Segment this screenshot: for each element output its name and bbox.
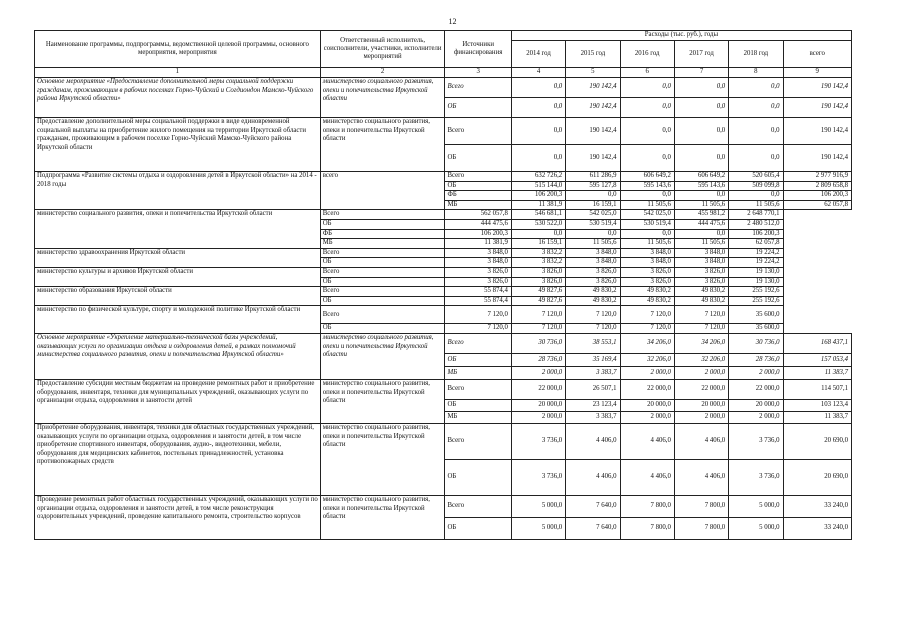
value-cell: 606 649,2: [620, 172, 674, 182]
value-cell: 3 826,0: [566, 267, 620, 277]
value-cell: 2 000,0: [674, 366, 728, 379]
total-cell: 190 142,4: [783, 98, 851, 118]
value-cell: 11 505,6: [729, 200, 783, 210]
value-cell: 4 406,0: [674, 423, 728, 459]
total-cell: 190 142,4: [783, 145, 851, 172]
value-cell: 34 206,0: [674, 333, 728, 353]
value-cell: 3 848,0: [620, 248, 674, 258]
value-cell: 22 000,0: [511, 379, 565, 399]
value-cell: 7 800,0: [674, 517, 728, 539]
item-name-cell: Основное мероприятие «Укрепление материально-технической базы учреждений, оказывающих услуги по организации отдыха и оздоровления детей, в рамках полномочий министерства социального развития, опеки и попечительства Иркутской области»: [35, 333, 321, 379]
value-cell: 3 848,0: [566, 258, 620, 268]
total-cell: 19 224,2: [729, 258, 783, 268]
col-number: 8: [729, 68, 783, 78]
source-cell: ОБ: [320, 296, 445, 306]
table-row: [35, 495, 852, 517]
value-cell: 0,0: [620, 98, 674, 118]
header-source: Источники финансирования: [445, 31, 511, 68]
value-cell: 7 800,0: [620, 495, 674, 517]
value-cell: 3 826,0: [445, 267, 511, 277]
value-cell: 7 800,0: [620, 517, 674, 539]
value-cell: 7 120,0: [620, 306, 674, 324]
source-cell: ОБ: [320, 219, 445, 229]
table-row: [35, 423, 852, 459]
table-row: [35, 248, 852, 258]
total-cell: 106 200,3: [783, 191, 851, 201]
value-cell: 7 800,0: [674, 495, 728, 517]
value-cell: 49 830,2: [620, 296, 674, 306]
header-total: всего: [783, 41, 851, 68]
total-cell: 20 690,0: [783, 459, 851, 495]
value-cell: 0,0: [620, 118, 674, 145]
total-cell: 103 123,4: [783, 399, 851, 411]
value-cell: 595 127,8: [566, 181, 620, 191]
value-cell: 26 507,1: [566, 379, 620, 399]
value-cell: 4 406,0: [620, 459, 674, 495]
value-cell: 22 000,0: [729, 379, 783, 399]
value-cell: 444 475,6: [445, 219, 511, 229]
value-cell: 5 000,0: [511, 495, 565, 517]
responsible-cell: министерство культуры и архивов Иркутской области: [35, 267, 321, 286]
value-cell: 0,0: [674, 118, 728, 145]
value-cell: 3 848,0: [674, 248, 728, 258]
item-name-cell: Проведение ремонтных работ областных государственных учреждений, оказывающих услуги по организации отдыха, оздоровления и занятости детей, в том числе реконструкция оздоровительных учреждений, проведение капитального ремонта, строительство корпусов: [35, 495, 321, 539]
value-cell: 2 000,0: [620, 411, 674, 423]
value-cell: 190 142,4: [566, 98, 620, 118]
value-cell: 11 505,6: [620, 239, 674, 249]
source-cell: Всего: [320, 287, 445, 297]
value-cell: 2 000,0: [729, 411, 783, 423]
value-cell: 595 143,6: [620, 181, 674, 191]
value-cell: 3 383,7: [566, 366, 620, 379]
value-cell: 4 406,0: [566, 423, 620, 459]
value-cell: 49 830,2: [674, 296, 728, 306]
value-cell: 3 848,0: [674, 258, 728, 268]
value-cell: 542 025,0: [566, 210, 620, 220]
value-cell: 509 099,8: [729, 181, 783, 191]
total-cell: 2 648 770,1: [729, 210, 783, 220]
total-cell: 19 130,0: [729, 277, 783, 287]
value-cell: 11 505,6: [566, 239, 620, 249]
value-cell: 7 640,0: [566, 517, 620, 539]
source-cell: Всего: [445, 333, 511, 353]
source-cell: Всего: [445, 172, 511, 182]
header-year: 2017 год: [674, 41, 728, 68]
total-cell: 168 437,1: [783, 333, 851, 353]
value-cell: 7 120,0: [566, 324, 620, 334]
source-cell: ОБ: [445, 145, 511, 172]
value-cell: 595 143,6: [674, 181, 728, 191]
col-number: 4: [511, 68, 565, 78]
value-cell: 3 848,0: [445, 258, 511, 268]
value-cell: 455 981,2: [674, 210, 728, 220]
value-cell: 0,0: [729, 191, 783, 201]
value-cell: 35 169,4: [566, 353, 620, 366]
value-cell: 0,0: [674, 98, 728, 118]
value-cell: 20 000,0: [511, 399, 565, 411]
total-cell: 2 977 916,9: [783, 172, 851, 182]
value-cell: 3 736,0: [511, 459, 565, 495]
value-cell: 5 000,0: [729, 517, 783, 539]
total-cell: 19 224,2: [729, 248, 783, 258]
value-cell: 7 120,0: [620, 324, 674, 334]
value-cell: 11 505,6: [674, 200, 728, 210]
value-cell: 4 406,0: [620, 423, 674, 459]
table-row: [35, 379, 852, 399]
col-number: 2: [320, 68, 445, 78]
value-cell: 28 736,0: [729, 353, 783, 366]
value-cell: 22 000,0: [620, 379, 674, 399]
total-cell: 114 507,1: [783, 379, 851, 399]
source-cell: МБ: [445, 200, 511, 210]
source-cell: Всего: [445, 379, 511, 399]
value-cell: 3 736,0: [511, 423, 565, 459]
responsible-cell: министерство по физической культуре, спорту и молодежной политике Иркутской области: [35, 306, 321, 334]
total-cell: 190 142,4: [783, 78, 851, 98]
item-name-cell: Приобретение оборудования, инвентаря, техники для областных государственных учреждений, оказывающих услуги по организации отдыха, оздоровления и занятости детей, в том числе приобретение спортивного инвентаря, оборудования, аудио-, видеотехники, мебели, оборудования для медицинских кабинетов, постельных принадлежностей, установка противопожарных средств: [35, 423, 321, 495]
value-cell: 3 826,0: [620, 267, 674, 277]
value-cell: 11 505,6: [674, 239, 728, 249]
value-cell: 515 144,0: [511, 181, 565, 191]
responsible-cell: министерство образования Иркутской области: [35, 287, 321, 306]
value-cell: 7 120,0: [511, 306, 565, 324]
source-cell: Всего: [320, 267, 445, 277]
col-number: 9: [783, 68, 851, 78]
value-cell: 106 200,3: [445, 229, 511, 239]
value-cell: 7 120,0: [674, 306, 728, 324]
value-cell: 0,0: [511, 145, 565, 172]
value-cell: 49 830,2: [620, 287, 674, 297]
header-responsible: Ответственный исполнитель, соисполнители, участники, исполнители мероприятий: [320, 31, 445, 68]
source-cell: ОБ: [445, 181, 511, 191]
value-cell: 7 120,0: [511, 324, 565, 334]
value-cell: 0,0: [729, 145, 783, 172]
value-cell: 606 649,2: [674, 172, 728, 182]
item-name-cell: Предоставление дополнительной меры социальной поддержки в виде единовременной социальной выплаты на приобретение жилого помещения на территории Иркутской области гражданам, проживающим в рабочем поселке Горно-Чуйский Мамско-Чуйского района Иркутской области: [35, 118, 321, 172]
table-row: [35, 333, 852, 353]
value-cell: 3 383,7: [566, 411, 620, 423]
value-cell: 190 142,4: [566, 145, 620, 172]
value-cell: 3 826,0: [445, 277, 511, 287]
source-cell: ОБ: [320, 277, 445, 287]
header-name: Наименование программы, подпрограммы, ведомственной целевой программы, основного мероприятия, мероприятия: [35, 31, 321, 68]
value-cell: 49 830,2: [674, 287, 728, 297]
source-cell: Всего: [320, 306, 445, 324]
source-cell: Всего: [320, 210, 445, 220]
value-cell: 542 025,0: [620, 210, 674, 220]
responsible-cell: министерство социального развития, опеки и попечительства Иркутской области: [35, 210, 321, 248]
responsible-cell: министерство социального развития, опеки и попечительства Иркутской области: [320, 333, 445, 379]
source-cell: ФБ: [445, 191, 511, 201]
value-cell: 190 142,4: [566, 118, 620, 145]
value-cell: 3 736,0: [729, 459, 783, 495]
source-cell: ОБ: [445, 517, 511, 539]
value-cell: 520 605,4: [729, 172, 783, 182]
value-cell: 30 736,0: [729, 333, 783, 353]
value-cell: 3 848,0: [620, 258, 674, 268]
value-cell: 3 832,2: [511, 258, 565, 268]
value-cell: 2 000,0: [620, 366, 674, 379]
responsible-cell: всего: [320, 172, 445, 210]
source-cell: Всего: [445, 118, 511, 145]
source-cell: ОБ: [320, 324, 445, 334]
responsible-cell: министерство социального развития, опеки и попечительства Иркутской области: [320, 379, 445, 423]
value-cell: 7 120,0: [445, 324, 511, 334]
total-cell: 157 053,4: [783, 353, 851, 366]
value-cell: 632 726,2: [511, 172, 565, 182]
source-cell: ОБ: [445, 353, 511, 366]
value-cell: 11 505,6: [620, 200, 674, 210]
col-number: 7: [674, 68, 728, 78]
value-cell: 0,0: [620, 191, 674, 201]
table-body: [35, 78, 852, 540]
value-cell: 7 640,0: [566, 495, 620, 517]
source-cell: Всего: [445, 495, 511, 517]
responsible-cell: министерство социального развития, опеки и попечительства Иркутской области: [320, 495, 445, 539]
source-cell: ОБ: [445, 459, 511, 495]
total-cell: 11 383,7: [783, 411, 851, 423]
value-cell: 38 553,1: [566, 333, 620, 353]
value-cell: 30 736,0: [511, 333, 565, 353]
item-name-cell: Подпрограмма «Развитие системы отдыха и оздоровления детей в Иркутской области» на 2014 - 2018 годы: [35, 172, 321, 210]
value-cell: 0,0: [511, 78, 565, 98]
responsible-cell: министерство социального развития, опеки и попечительства Иркутской области: [320, 78, 445, 118]
table-row: [35, 267, 852, 277]
value-cell: 0,0: [674, 229, 728, 239]
header-year: 2014 год: [511, 41, 565, 68]
value-cell: 2 000,0: [511, 366, 565, 379]
value-cell: 5 000,0: [511, 517, 565, 539]
value-cell: 16 159,1: [511, 239, 565, 249]
value-cell: 55 874,4: [445, 287, 511, 297]
value-cell: 611 286,9: [566, 172, 620, 182]
total-cell: 62 057,8: [729, 239, 783, 249]
responsible-cell: министерство социального развития, опеки и попечительства Иркутской области: [320, 118, 445, 172]
value-cell: 4 406,0: [566, 459, 620, 495]
total-cell: 2 809 658,8: [783, 181, 851, 191]
value-cell: 0,0: [620, 229, 674, 239]
value-cell: 530 522,0: [511, 219, 565, 229]
source-cell: ФБ: [320, 229, 445, 239]
value-cell: 0,0: [566, 229, 620, 239]
value-cell: 2 000,0: [674, 411, 728, 423]
col-number: 5: [566, 68, 620, 78]
col-number: 3: [445, 68, 511, 78]
value-cell: 444 475,6: [674, 219, 728, 229]
value-cell: 16 159,1: [566, 200, 620, 210]
total-cell: 106 200,3: [729, 229, 783, 239]
source-cell: Всего: [445, 423, 511, 459]
value-cell: 11 381,9: [511, 200, 565, 210]
source-cell: Всего: [445, 78, 511, 98]
col-number: 1: [35, 68, 321, 78]
value-cell: 106 200,3: [511, 191, 565, 201]
total-cell: 19 130,0: [729, 267, 783, 277]
value-cell: 0,0: [620, 145, 674, 172]
source-cell: МБ: [320, 239, 445, 249]
value-cell: 7 120,0: [566, 306, 620, 324]
value-cell: 3 848,0: [445, 248, 511, 258]
value-cell: 2 000,0: [729, 366, 783, 379]
value-cell: 49 830,2: [566, 287, 620, 297]
value-cell: 546 681,1: [511, 210, 565, 220]
header-year: 2018 год: [729, 41, 783, 68]
total-cell: 11 383,7: [783, 366, 851, 379]
value-cell: 32 206,0: [620, 353, 674, 366]
source-cell: Всего: [320, 248, 445, 258]
source-cell: ОБ: [445, 98, 511, 118]
value-cell: 34 206,0: [620, 333, 674, 353]
table-row: [35, 287, 852, 297]
value-cell: 7 120,0: [674, 324, 728, 334]
item-name-cell: Основное мероприятие «Предоставление дополнительной меры социальной поддержки гражданам, проживающим в рабочих поселках Горно-Чуйский и Согдиондон Мамско-Чуйского района Иркутской области»: [35, 78, 321, 118]
page-number: 12: [448, 17, 457, 26]
header-expenses: Расходы (тыс. руб.), годы: [511, 31, 851, 41]
value-cell: 3 826,0: [566, 277, 620, 287]
value-cell: 49 830,2: [566, 296, 620, 306]
value-cell: 0,0: [620, 78, 674, 98]
header-year: 2015 год: [566, 41, 620, 68]
value-cell: 20 000,0: [674, 399, 728, 411]
value-cell: 3 832,2: [511, 248, 565, 258]
value-cell: 49 827,6: [511, 296, 565, 306]
table-row: [35, 306, 852, 324]
value-cell: 530 519,4: [620, 219, 674, 229]
table-row: [35, 118, 852, 145]
value-cell: 23 123,4: [566, 399, 620, 411]
value-cell: 0,0: [729, 78, 783, 98]
value-cell: 0,0: [729, 98, 783, 118]
value-cell: 0,0: [674, 145, 728, 172]
total-cell: 35 600,0: [729, 306, 783, 324]
value-cell: 20 000,0: [729, 399, 783, 411]
value-cell: 3 826,0: [674, 277, 728, 287]
table-row: [35, 78, 852, 98]
value-cell: 32 206,0: [674, 353, 728, 366]
total-cell: 190 142,4: [783, 118, 851, 145]
total-cell: 35 600,0: [729, 324, 783, 334]
source-cell: ОБ: [320, 258, 445, 268]
value-cell: 0,0: [511, 118, 565, 145]
value-cell: 0,0: [511, 229, 565, 239]
value-cell: 190 142,4: [566, 78, 620, 98]
total-cell: 255 192,6: [729, 287, 783, 297]
source-cell: ОБ: [445, 399, 511, 411]
value-cell: 5 000,0: [729, 495, 783, 517]
source-cell: МБ: [445, 411, 511, 423]
value-cell: 4 406,0: [674, 459, 728, 495]
total-cell: 2 480 512,0: [729, 219, 783, 229]
value-cell: 0,0: [674, 191, 728, 201]
value-cell: 0,0: [566, 191, 620, 201]
budget-table: [34, 30, 852, 540]
value-cell: 3 736,0: [729, 423, 783, 459]
value-cell: 55 874,4: [445, 296, 511, 306]
value-cell: 3 826,0: [511, 267, 565, 277]
value-cell: 7 120,0: [445, 306, 511, 324]
header-year: 2016 год: [620, 41, 674, 68]
total-cell: 20 690,0: [783, 423, 851, 459]
table-row: [35, 210, 852, 220]
source-cell: МБ: [445, 366, 511, 379]
value-cell: 20 000,0: [620, 399, 674, 411]
value-cell: 3 826,0: [620, 277, 674, 287]
value-cell: 3 826,0: [511, 277, 565, 287]
total-cell: 62 057,8: [783, 200, 851, 210]
value-cell: 0,0: [511, 98, 565, 118]
item-name-cell: Предоставление субсидии местным бюджетам на проведение ремонтных работ и приобретение оборудования, инвентаря, техники для муниципальных учреждений, оказывающих услуги по организации отдыха, оздоровления и занятости детей: [35, 379, 321, 423]
value-cell: 2 000,0: [511, 411, 565, 423]
value-cell: 28 736,0: [511, 353, 565, 366]
total-cell: 255 192,6: [729, 296, 783, 306]
total-cell: 33 240,0: [783, 495, 851, 517]
total-cell: 33 240,0: [783, 517, 851, 539]
responsible-cell: министерство здравоохранения Иркутской области: [35, 248, 321, 267]
value-cell: 49 827,6: [511, 287, 565, 297]
responsible-cell: министерство социального развития, опеки и попечительства Иркутской области: [320, 423, 445, 495]
value-cell: 11 381,9: [445, 239, 511, 249]
value-cell: 562 057,8: [445, 210, 511, 220]
col-number: 6: [620, 68, 674, 78]
value-cell: 3 848,0: [566, 248, 620, 258]
value-cell: 3 826,0: [674, 267, 728, 277]
table-row: [35, 172, 852, 182]
value-cell: 530 519,4: [566, 219, 620, 229]
value-cell: 22 000,0: [674, 379, 728, 399]
value-cell: 0,0: [729, 118, 783, 145]
value-cell: 0,0: [674, 78, 728, 98]
